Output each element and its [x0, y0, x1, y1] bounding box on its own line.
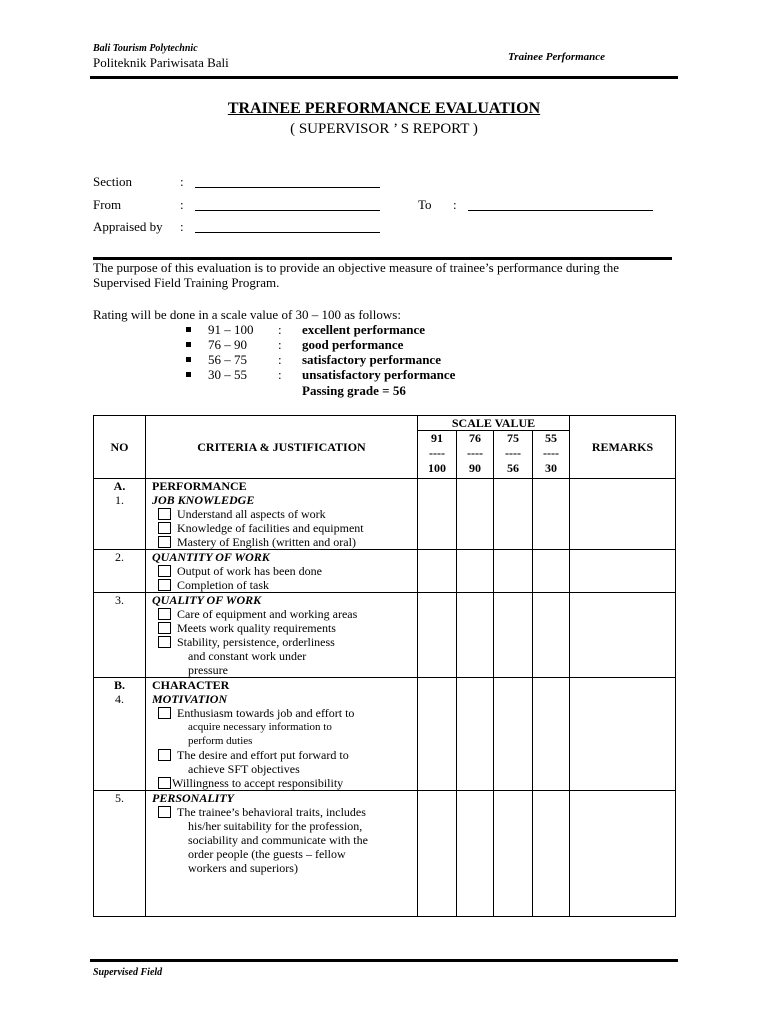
- bullet-icon: [186, 327, 191, 332]
- checkbox[interactable]: [158, 707, 171, 719]
- column-header-scale-value: SCALE VALUE: [418, 416, 570, 431]
- scale-label: good performance: [302, 337, 404, 352]
- score-cell[interactable]: [494, 550, 533, 593]
- criteria-title: MOTIVATION: [152, 692, 228, 706]
- checkbox[interactable]: [158, 522, 171, 534]
- bullet-icon: [186, 372, 191, 377]
- score-cell[interactable]: [418, 479, 457, 550]
- footer-rule: [90, 959, 678, 962]
- purpose-text: The purpose of this evaluation is to provide an objective measure of trainee’s performance during the Supervised Field Training Program.: [93, 260, 619, 290]
- checkbox[interactable]: [158, 536, 171, 548]
- scale-range: 30 – 55: [208, 367, 247, 382]
- score-cell[interactable]: [533, 791, 570, 917]
- score-cell[interactable]: [494, 593, 533, 678]
- scale-column-56-75: 75 ---- 56: [494, 431, 533, 479]
- row-number: A. 1.: [94, 479, 146, 550]
- checkbox[interactable]: [158, 749, 171, 761]
- scale-label: satisfactory performance: [302, 352, 441, 367]
- row-number: 2.: [94, 550, 146, 593]
- section-title: CHARACTER: [152, 678, 230, 692]
- checkbox[interactable]: [158, 777, 171, 789]
- to-colon: :: [453, 197, 457, 212]
- checkbox[interactable]: [158, 565, 171, 577]
- scale-item: [186, 367, 486, 382]
- scale-range: 76 – 90: [208, 337, 247, 352]
- score-cell[interactable]: [418, 550, 457, 593]
- score-cell[interactable]: [494, 791, 533, 917]
- from-field-line[interactable]: [195, 210, 380, 211]
- score-cell[interactable]: [457, 791, 494, 917]
- passing-grade: Passing grade = 56: [302, 383, 406, 398]
- score-cell[interactable]: [533, 593, 570, 678]
- criteria-cell: PERSONALITY The trainee’s behavioral traits, includes his/her suitability for the profession, sociability and communicate with the order people (the guests – fellow workers and superiors): [146, 791, 418, 917]
- scale-colon: :: [278, 352, 282, 367]
- score-cell[interactable]: [418, 678, 457, 791]
- appraised-by-colon: :: [180, 219, 184, 234]
- row-number: 3.: [94, 593, 146, 678]
- score-cell[interactable]: [457, 479, 494, 550]
- header-rule: [90, 76, 678, 79]
- bullet-icon: [186, 342, 191, 347]
- scale-column-76-90: 76 ---- 90: [457, 431, 494, 479]
- scale-column-91-100: 91 ---- 100: [418, 431, 457, 479]
- checkbox[interactable]: [158, 636, 171, 648]
- footer-text: Supervised Field: [93, 967, 163, 978]
- section-label: Section: [93, 174, 132, 189]
- remarks-cell[interactable]: [570, 479, 676, 550]
- scale-range: 91 – 100: [208, 322, 254, 337]
- criteria-cell: CHARACTER MOTIVATION Enthusiasm towards job and effort to acquire necessary information to perform duties The desire and effort put forward to achieve SFT objectives Willingness to accept responsibility: [146, 678, 418, 791]
- remarks-cell[interactable]: [570, 593, 676, 678]
- score-cell[interactable]: [494, 678, 533, 791]
- table-row: [94, 593, 676, 678]
- criteria-title: QUALITY OF WORK: [152, 593, 262, 607]
- appraised-by-field-line[interactable]: [195, 232, 380, 233]
- bullet-icon: [186, 357, 191, 362]
- score-cell[interactable]: [457, 678, 494, 791]
- scale-colon: :: [278, 322, 282, 337]
- scale-column-30-55: 55 ---- 30: [533, 431, 570, 479]
- criteria-cell: PERFORMANCE JOB KNOWLEDGE Understand all aspects of work Knowledge of facilities and equipment Mastery of English (written and oral): [146, 479, 418, 550]
- from-colon: :: [180, 197, 184, 212]
- header-document-title: Trainee Performance: [508, 51, 606, 63]
- scale-item: [186, 352, 486, 367]
- scale-label: unsatisfactory performance: [302, 367, 456, 382]
- score-cell[interactable]: [494, 479, 533, 550]
- score-cell[interactable]: [533, 550, 570, 593]
- scale-range: 56 – 75: [208, 352, 247, 367]
- table-row: [94, 550, 676, 593]
- scale-colon: :: [278, 337, 282, 352]
- column-header-criteria: CRITERIA & JUSTIFICATION: [146, 416, 418, 479]
- score-cell[interactable]: [533, 479, 570, 550]
- criteria-title: JOB KNOWLEDGE: [152, 493, 255, 507]
- score-cell[interactable]: [457, 550, 494, 593]
- criteria-title: QUANTITY OF WORK: [152, 550, 270, 564]
- score-cell[interactable]: [418, 593, 457, 678]
- checkbox[interactable]: [158, 608, 171, 620]
- checkbox[interactable]: [158, 806, 171, 818]
- page-subtitle: ( SUPERVISOR ’ S REPORT ): [290, 121, 478, 137]
- rating-intro: Rating will be done in a scale value of 30 – 100 as follows:: [93, 307, 401, 322]
- section-colon: :: [180, 174, 184, 189]
- appraised-by-label: Appraised by: [93, 219, 163, 234]
- criteria-cell: QUANTITY OF WORK Output of work has been done Completion of task: [146, 550, 418, 593]
- scale-colon: :: [278, 367, 282, 382]
- remarks-cell[interactable]: [570, 550, 676, 593]
- scale-item: [186, 337, 486, 352]
- scale-label: excellent performance: [302, 322, 426, 337]
- table-row: [94, 479, 676, 550]
- scale-item: [186, 322, 486, 337]
- section-title: PERFORMANCE: [152, 479, 247, 493]
- criteria-cell: QUALITY OF WORK Care of equipment and working areas Meets work quality requirements Stability, persistence, orderliness and constant work under pressure: [146, 593, 418, 678]
- score-cell[interactable]: [457, 593, 494, 678]
- section-field-line[interactable]: [195, 187, 380, 188]
- checkbox[interactable]: [158, 579, 171, 591]
- institution-name-indonesian: Politeknik Pariwisata Bali: [93, 55, 229, 70]
- column-header-remarks: REMARKS: [570, 416, 676, 479]
- table-row: [94, 791, 676, 917]
- evaluation-table: [93, 415, 676, 917]
- checkbox[interactable]: [158, 622, 171, 634]
- score-cell[interactable]: [418, 791, 457, 917]
- to-field-line[interactable]: [468, 210, 653, 211]
- to-label: To: [418, 197, 432, 212]
- criteria-title: PERSONALITY: [152, 791, 235, 805]
- table-row: [94, 678, 676, 791]
- score-cell[interactable]: [533, 678, 570, 791]
- institution-name-english: Bali Tourism Polytechnic: [93, 43, 198, 54]
- checkbox[interactable]: [158, 508, 171, 520]
- row-number: B. 4.: [94, 678, 146, 791]
- row-number: 5.: [94, 791, 146, 917]
- column-header-no: NO: [94, 416, 146, 479]
- remarks-cell[interactable]: [570, 791, 676, 917]
- from-label: From: [93, 197, 122, 212]
- page-title: TRAINEE PERFORMANCE EVALUATION: [227, 100, 541, 117]
- remarks-cell[interactable]: [570, 678, 676, 791]
